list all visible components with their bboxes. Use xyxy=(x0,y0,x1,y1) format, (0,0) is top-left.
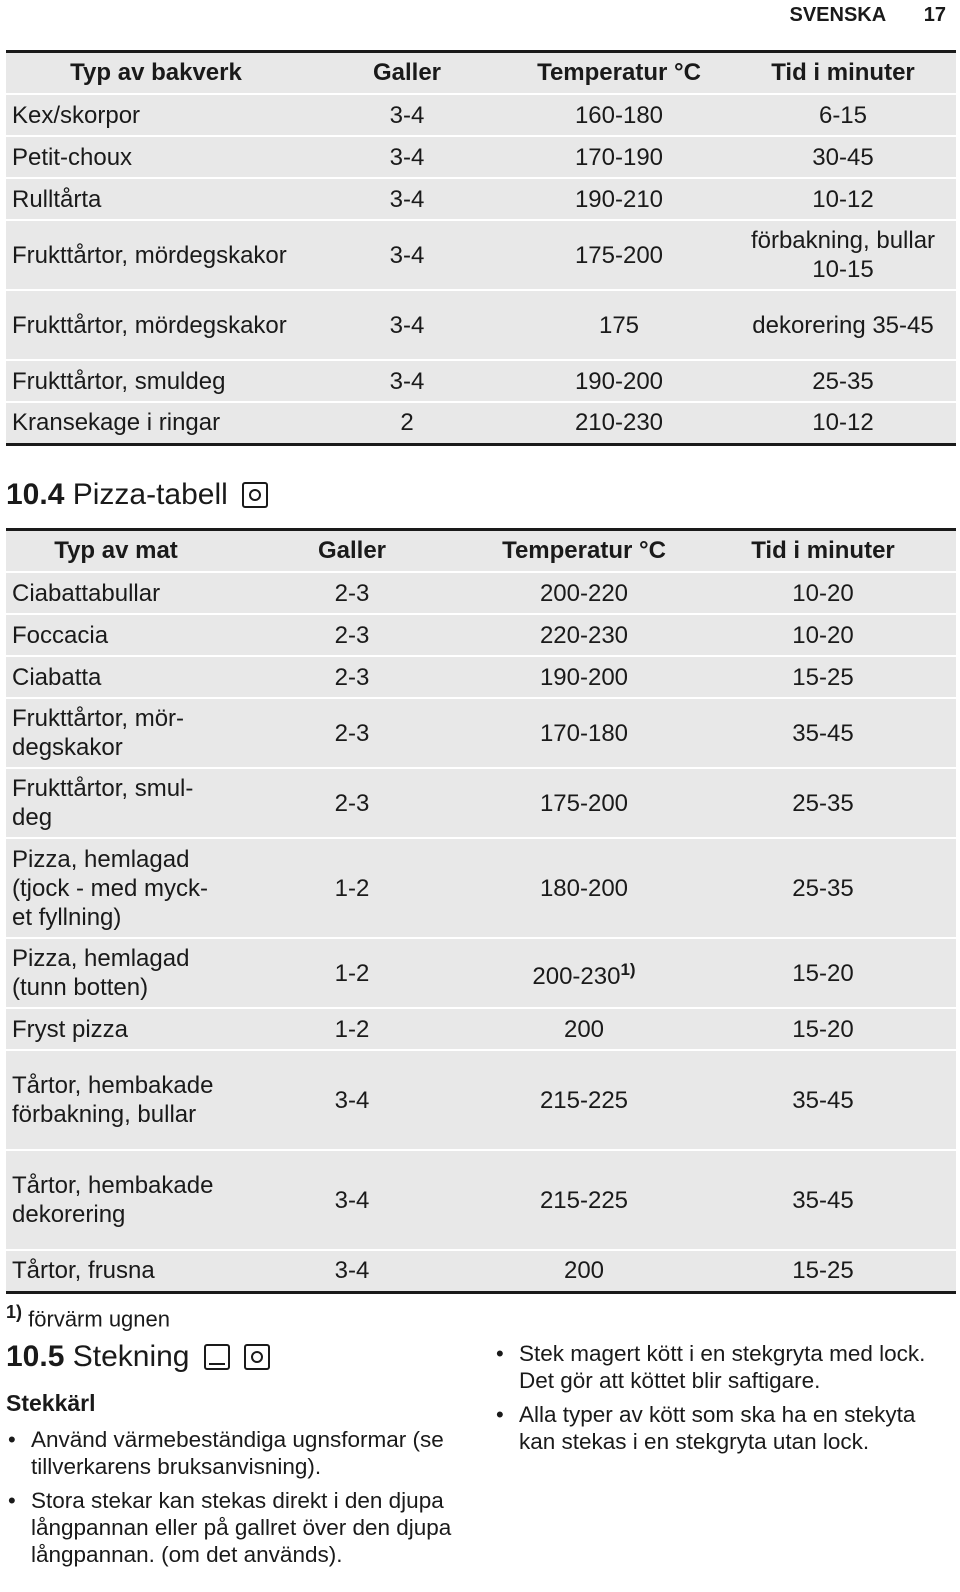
table-cell: Frukttårtor, mördegskakor xyxy=(6,290,306,360)
table-cell: 10-12 xyxy=(730,402,956,444)
right-bullet-list xyxy=(494,1340,954,1462)
table-row xyxy=(6,1150,956,1250)
table-row xyxy=(6,838,956,938)
section-number: 10.4 xyxy=(6,478,65,511)
baking-table xyxy=(6,50,956,446)
table-cell: Frukttårtor, smuldeg xyxy=(6,768,226,838)
table-cell: 175-200 xyxy=(478,768,690,838)
table-cell: 3-4 xyxy=(306,220,508,290)
table-cell: Fryst pizza xyxy=(6,1008,226,1050)
table-cell: Ciabattabullar xyxy=(6,572,226,614)
column-header: Tid i minuter xyxy=(690,530,956,573)
table-row xyxy=(6,136,956,178)
footnote-marker: 1) xyxy=(620,960,636,979)
table-cell: 15-20 xyxy=(690,1008,956,1050)
table-row xyxy=(6,402,956,444)
table-cell: Foccacia xyxy=(6,614,226,656)
table-cell: 175 xyxy=(508,290,730,360)
table-cell: 200-220 xyxy=(478,572,690,614)
column-header: Typ av bakverk xyxy=(6,52,306,95)
table-cell: dekorering 35-45 xyxy=(730,290,956,360)
table-cell: 35-45 xyxy=(690,1050,956,1150)
table-cell: 175-200 xyxy=(508,220,730,290)
table-row xyxy=(6,94,956,136)
table-cell: 1-2 xyxy=(226,838,478,938)
table-cell: Tårtor, frusna xyxy=(6,1250,226,1292)
table-cell: 15-20 xyxy=(690,938,956,1008)
table-cell: Rulltårta xyxy=(6,178,306,220)
table-cell: Frukttårtor, mördegskakor xyxy=(6,698,226,768)
subheading-stekkarl: Stekkärl xyxy=(6,1390,96,1416)
list-item: • Stora stekar kan stekas direkt i den djupa långpannan eller på gallret över den djupa långpannan. (om det används). xyxy=(6,1487,456,1568)
table-cell: 190-200 xyxy=(478,656,690,698)
column-header: Temperatur °C xyxy=(508,52,730,95)
bottom-heat-icon xyxy=(204,1344,230,1370)
column-header: Galler xyxy=(226,530,478,573)
table-row xyxy=(6,220,956,290)
table-cell: 30-45 xyxy=(730,136,956,178)
list-item: • Alla typer av kött som ska ha en stekyta kan stekas i en stekgryta utan lock. xyxy=(494,1401,954,1455)
table-row xyxy=(6,360,956,402)
list-item: • Stek magert kött i en stekgryta med lock. Det gör att köttet blir saftigare. xyxy=(494,1340,954,1394)
column-header: Temperatur °C xyxy=(478,530,690,573)
table-cell: Pizza, hemlagad (tunn botten) xyxy=(6,938,226,1008)
table-row xyxy=(6,572,956,614)
table-cell: 200 xyxy=(478,1250,690,1292)
table-row xyxy=(6,656,956,698)
table-cell: Frukttårtor, smuldeg xyxy=(6,360,306,402)
table-cell xyxy=(478,938,690,1008)
table-cell: 190-210 xyxy=(508,178,730,220)
table-cell: 10-12 xyxy=(730,178,956,220)
fan-oven-icon xyxy=(244,1344,270,1370)
page-number: 17 xyxy=(923,4,946,26)
fan-oven-icon xyxy=(242,482,268,508)
table-cell: Frukttårtor, mördegskakor xyxy=(6,220,306,290)
table-header-row xyxy=(6,530,956,573)
table-cell: 170-190 xyxy=(508,136,730,178)
cell-value: 200-230 xyxy=(532,963,621,990)
table-cell: 2 xyxy=(306,402,508,444)
footnote-marker: 1) xyxy=(6,1302,23,1322)
section-heading-pizza xyxy=(6,478,268,512)
table-header-row xyxy=(6,52,956,95)
table-cell: 210-230 xyxy=(508,402,730,444)
table-cell: 2-3 xyxy=(226,572,478,614)
section-title: Stekning xyxy=(72,1340,190,1373)
table-cell: 2-3 xyxy=(226,614,478,656)
table-cell: 215-225 xyxy=(478,1150,690,1250)
section-heading-stekning xyxy=(6,1340,270,1374)
table-cell: 170-180 xyxy=(478,698,690,768)
table-cell: Tårtor, hembakade dekorering xyxy=(6,1150,226,1250)
table-cell: 2-3 xyxy=(226,768,478,838)
table-row xyxy=(6,1050,956,1150)
left-bullet-list xyxy=(6,1426,456,1575)
table-cell: 3-4 xyxy=(306,178,508,220)
table-row xyxy=(6,178,956,220)
table-cell: 220-230 xyxy=(478,614,690,656)
table-cell: Kex/skorpor xyxy=(6,94,306,136)
table-cell: 200 xyxy=(478,1008,690,1050)
column-header: Tid i minuter xyxy=(730,52,956,95)
table-cell: 35-45 xyxy=(690,698,956,768)
list-item: • Använd värmebeständiga ugnsformar (se tillverkarens bruksanvisning). xyxy=(6,1426,456,1480)
table-row xyxy=(6,698,956,768)
table-cell: Pizza, hemlagad (tjock - med mycket fyllning) xyxy=(6,838,226,938)
footnote xyxy=(6,1302,170,1332)
table-cell: 3-4 xyxy=(306,136,508,178)
table-cell: 15-25 xyxy=(690,656,956,698)
table-cell: 1-2 xyxy=(226,938,478,1008)
table-cell: Kransekage i ringar xyxy=(6,402,306,444)
section-number: 10.5 xyxy=(6,1340,65,1373)
table-cell: 3-4 xyxy=(306,94,508,136)
table-cell: 35-45 xyxy=(690,1150,956,1250)
table-cell: 2-3 xyxy=(226,656,478,698)
table-cell: 3-4 xyxy=(306,290,508,360)
table-cell: 1-2 xyxy=(226,1008,478,1050)
column-header: Galler xyxy=(306,52,508,95)
table-cell: 3-4 xyxy=(226,1050,478,1150)
table-cell: 180-200 xyxy=(478,838,690,938)
table-row xyxy=(6,290,956,360)
language-label: SVENSKA xyxy=(789,4,887,26)
page-header xyxy=(789,4,946,27)
table-row xyxy=(6,938,956,1008)
footnote-text: förvärm ugnen xyxy=(28,1306,170,1332)
table-cell: 215-225 xyxy=(478,1050,690,1150)
table-cell: 2-3 xyxy=(226,698,478,768)
table-cell: 3-4 xyxy=(226,1250,478,1292)
table-cell: 3-4 xyxy=(306,360,508,402)
table-cell: 10-20 xyxy=(690,572,956,614)
table-cell: 160-180 xyxy=(508,94,730,136)
table-row xyxy=(6,768,956,838)
table-cell: Petit-choux xyxy=(6,136,306,178)
column-header: Typ av mat xyxy=(6,530,226,573)
table-cell: förbakning, bullar 10-15 xyxy=(730,220,956,290)
table-cell: 15-25 xyxy=(690,1250,956,1292)
table-cell: 25-35 xyxy=(690,838,956,938)
table-cell: Ciabatta xyxy=(6,656,226,698)
table-cell: 10-20 xyxy=(690,614,956,656)
table-cell: 3-4 xyxy=(226,1150,478,1250)
pizza-table xyxy=(6,528,956,1294)
table-row xyxy=(6,1008,956,1050)
table-cell: 190-200 xyxy=(508,360,730,402)
table-row xyxy=(6,1250,956,1292)
table-cell: 25-35 xyxy=(690,768,956,838)
table-cell: Tårtor, hembakade förbakning, bullar xyxy=(6,1050,226,1150)
section-title: Pizza-tabell xyxy=(72,478,228,511)
table-cell: 6-15 xyxy=(730,94,956,136)
table-row xyxy=(6,614,956,656)
table-cell: 25-35 xyxy=(730,360,956,402)
